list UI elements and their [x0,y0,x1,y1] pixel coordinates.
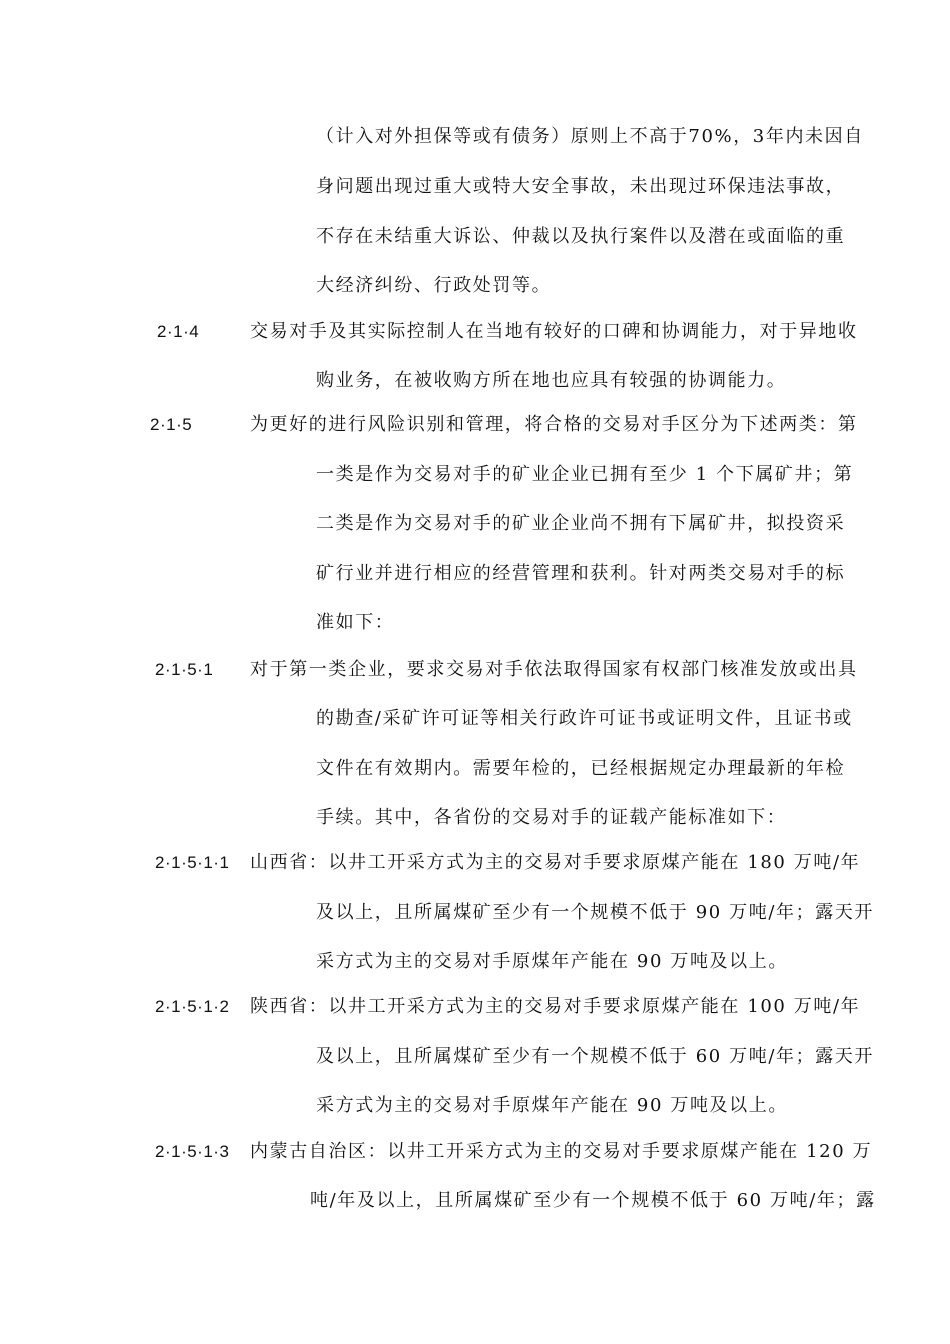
clause-number: 2·1·5·1·3 [155,1142,230,1161]
clause-number: 2·1·5·1·1 [155,853,230,872]
text-line: 矿行业并进行相应的经营管理和获利。针对两类交易对手的标 [316,563,846,584]
text-line: （计入对外担保等或有债务）原则上不高于70%，3年内未因自 [316,126,864,147]
text-line: 一类是作为交易对手的矿业企业已拥有至少 1 个下属矿井；第 [316,464,854,485]
text-line: 手续。其中，各省份的交易对手的证载产能标准如下： [316,807,787,828]
clause-number: 2·1·4 [157,322,200,341]
text-line: 吨/年及以上，且所属煤矿至少有一个规模不低于 60 万吨/年；露 [310,1190,876,1211]
text-line: 内蒙古自治区：以井工开采方式为主的交易对手要求原煤产能在 120 万 [250,1141,873,1162]
text-line: 采方式为主的交易对手原煤年产能在 90 万吨及以上。 [316,951,788,972]
clause-number: 2·1·5·1·2 [155,997,230,1016]
text-line: 交易对手及其实际控制人在当地有较好的口碑和协调能力，对于异地收 [250,321,858,342]
clause-number: 2·1·5·1 [155,660,214,679]
text-line: 的勘查/采矿许可证等相关行政许可证书或证明文件，且证书或 [316,708,853,729]
text-line: 文件在有效期内。需要年检的，已经根据规定办理最新的年检 [316,758,846,779]
text-line: 二类是作为交易对手的矿业企业尚不拥有下属矿井，拟投资采 [316,513,846,534]
text-line: 陕西省：以井工开采方式为主的交易对手要求原煤产能在 100 万吨/年 [250,996,861,1017]
text-line: 准如下： [316,612,395,633]
text-line: 山西省：以井工开采方式为主的交易对手要求原煤产能在 180 万吨/年 [250,852,861,873]
text-line: 不存在未结重大诉讼、仲裁以及执行案件以及潜在或面临的重 [316,226,846,247]
text-line: 及以上，且所属煤矿至少有一个规模不低于 60 万吨/年；露天开 [316,1046,875,1067]
text-line: 身问题出现过重大或特大安全事故，未出现过环保违法事故， [316,176,846,197]
text-line: 采方式为主的交易对手原煤年产能在 90 万吨及以上。 [316,1095,788,1116]
text-line: 为更好的进行风险识别和管理，将合格的交易对手区分为下述两类：第 [250,414,858,435]
text-line: 大经济纠纷、行政处罚等。 [316,275,552,296]
text-line: 及以上，且所属煤矿至少有一个规模不低于 90 万吨/年；露天开 [316,902,875,923]
text-line: 购业务，在被收购方所在地也应具有较强的协调能力。 [316,370,787,391]
clause-number: 2·1·5 [150,415,193,434]
text-line: 对于第一类企业，要求交易对手依法取得国家有权部门核准发放或出具 [250,659,858,680]
